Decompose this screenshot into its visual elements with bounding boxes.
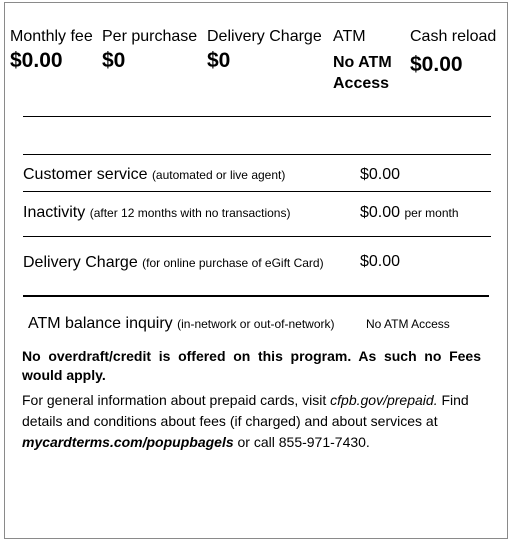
delivery-charge-row-label: Delivery Charge (for online purchase of eGift Card) xyxy=(23,254,324,271)
cash-reload-label: Cash reload xyxy=(410,28,497,45)
inactivity-value: $0.00 per month xyxy=(360,204,459,221)
atm-label: ATM xyxy=(333,28,366,45)
monthly-fee-value: $0.00 xyxy=(10,49,63,72)
atm-balance-inquiry-value: No ATM Access xyxy=(366,317,450,331)
monthly-fee-label: Monthly fee xyxy=(10,28,93,45)
terms-link[interactable]: mycardterms.com/popupbagels xyxy=(22,434,234,450)
divider xyxy=(23,191,491,192)
per-purchase-label: Per purchase xyxy=(102,28,198,45)
divider xyxy=(23,154,491,155)
delivery-charge-label: Delivery Charge xyxy=(207,28,322,45)
customer-service-value: $0.00 xyxy=(360,166,401,183)
cfpb-link[interactable]: cfpb.gov/prepaid. xyxy=(330,392,438,408)
divider xyxy=(23,116,491,117)
thick-divider xyxy=(23,295,489,297)
divider xyxy=(23,236,491,237)
info-paragraph: For general information about prepaid cards, visit cfpb.gov/prepaid. Find details and conditions about fees (if charged) and about services at mycardterms.com/popupbagels or call 855-971-7430. xyxy=(22,392,469,450)
customer-service-label: Customer service (automated or live agent) xyxy=(23,166,286,183)
fee-disclosure-card xyxy=(4,2,508,539)
no-overdraft-notice: No overdraft/credit is offered on this program. As such no Fees would apply. xyxy=(22,348,481,383)
atm-balance-inquiry-label: ATM balance inquiry (in-network or out-of-network) xyxy=(28,315,335,332)
delivery-charge-value: $0 xyxy=(207,49,231,72)
cash-reload-value: $0.00 xyxy=(410,53,463,76)
delivery-charge-row-value: $0.00 xyxy=(360,253,401,270)
inactivity-label: Inactivity (after 12 months with no transactions) xyxy=(23,204,291,221)
per-purchase-value: $0 xyxy=(102,49,126,72)
atm-value: No ATM Access xyxy=(333,54,392,92)
